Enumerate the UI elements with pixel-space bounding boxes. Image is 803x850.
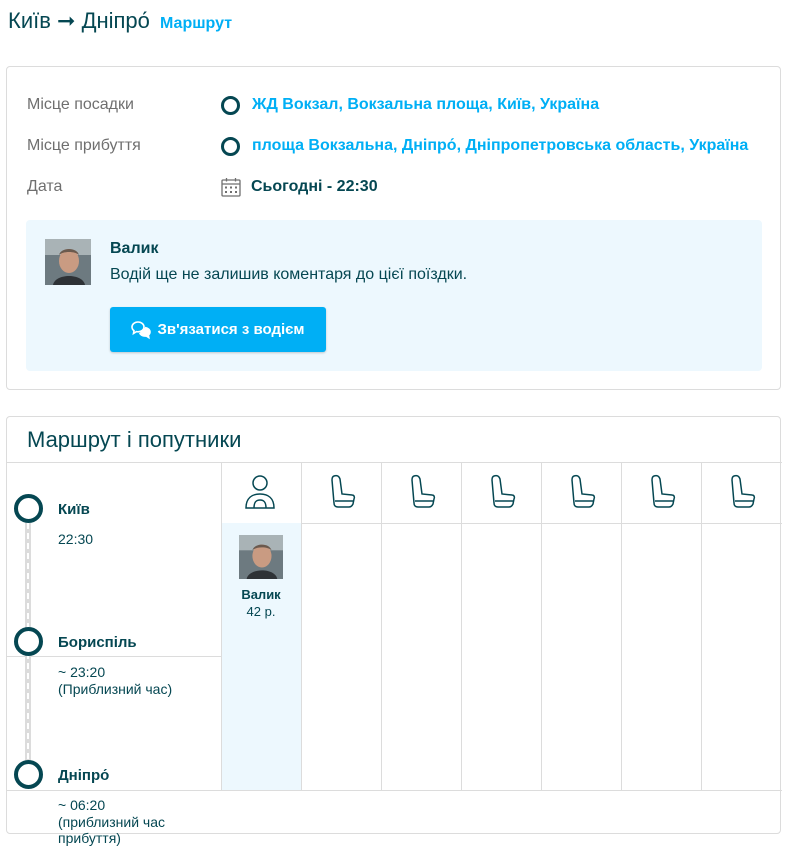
seat-icon[interactable] xyxy=(410,474,436,508)
pickup-location-link[interactable]: ЖД Вокзал, Вокзальна площа, Київ, Україна xyxy=(252,96,600,113)
grid-line xyxy=(381,462,382,790)
seat-icon[interactable] xyxy=(490,474,516,508)
stop-time: 22:30 xyxy=(58,531,94,547)
grid-line xyxy=(301,462,302,790)
trip-info-card xyxy=(6,66,781,390)
stop-name: Дніпро́ xyxy=(58,767,110,784)
grid-line xyxy=(701,462,702,790)
seat-icon[interactable] xyxy=(650,474,676,508)
grid-line xyxy=(7,656,221,657)
dropoff-row xyxy=(27,135,748,157)
contact-driver-button[interactable] xyxy=(110,307,326,352)
stop-name: Бориспіль xyxy=(58,634,137,651)
seat-icon[interactable] xyxy=(570,474,596,508)
person-icon xyxy=(244,473,276,509)
stop-marker xyxy=(14,760,43,789)
seat-icon[interactable] xyxy=(330,474,356,508)
grid-line xyxy=(541,462,542,790)
circle-pin-icon xyxy=(221,96,240,115)
dropoff-location-link[interactable]: площа Вокзальна, Дніпро́, Дніпропетровська область, Україна xyxy=(252,137,749,154)
date-label: Дата xyxy=(27,178,63,195)
grid-line xyxy=(221,462,222,790)
pickup-label: Місце посадки xyxy=(27,96,134,113)
date-value: Сьогодні - 22:30 xyxy=(251,178,378,195)
stop-time-note: (приблизний час прибуття) xyxy=(58,814,165,846)
grid-line xyxy=(7,790,782,791)
contact-driver-label: Зв'язатися з водієм xyxy=(157,321,305,338)
grid-line xyxy=(221,523,782,524)
date-row xyxy=(27,176,378,198)
grid-line xyxy=(621,462,622,790)
passenger-name: Валик xyxy=(241,587,281,602)
stop-name: Київ xyxy=(58,501,90,518)
grid-line xyxy=(461,462,462,790)
dropoff-label: Місце прибуття xyxy=(27,137,141,154)
driver-name: Валик xyxy=(110,240,159,257)
driver-avatar[interactable] xyxy=(45,239,91,285)
passenger-avatar[interactable] xyxy=(239,535,283,579)
grid-line xyxy=(7,462,782,463)
trip-title: Київ ➞ Дніпро́ xyxy=(8,8,150,33)
calendar-icon xyxy=(221,177,241,197)
stop-marker xyxy=(14,627,43,656)
stop-time: ~ 06:20 xyxy=(58,797,106,813)
stop-marker xyxy=(14,494,43,523)
page-title xyxy=(8,8,232,34)
route-card xyxy=(6,416,781,846)
circle-pin-icon xyxy=(221,137,240,156)
driver-comment: Водій ще не залишив коментаря до цієї поїздки. xyxy=(110,266,468,283)
driver-box xyxy=(26,220,762,371)
stop-time: ~ 23:20 xyxy=(58,664,106,680)
stop-time-note: (Приблизний час) xyxy=(58,681,173,697)
passenger-age: 42 р. xyxy=(246,604,276,619)
pickup-row xyxy=(27,94,599,116)
route-link[interactable]: Маршрут xyxy=(160,15,233,32)
chat-bubbles-icon xyxy=(131,321,151,339)
route-title: Маршрут і попутники xyxy=(27,427,242,452)
seat-icon[interactable] xyxy=(730,474,756,508)
